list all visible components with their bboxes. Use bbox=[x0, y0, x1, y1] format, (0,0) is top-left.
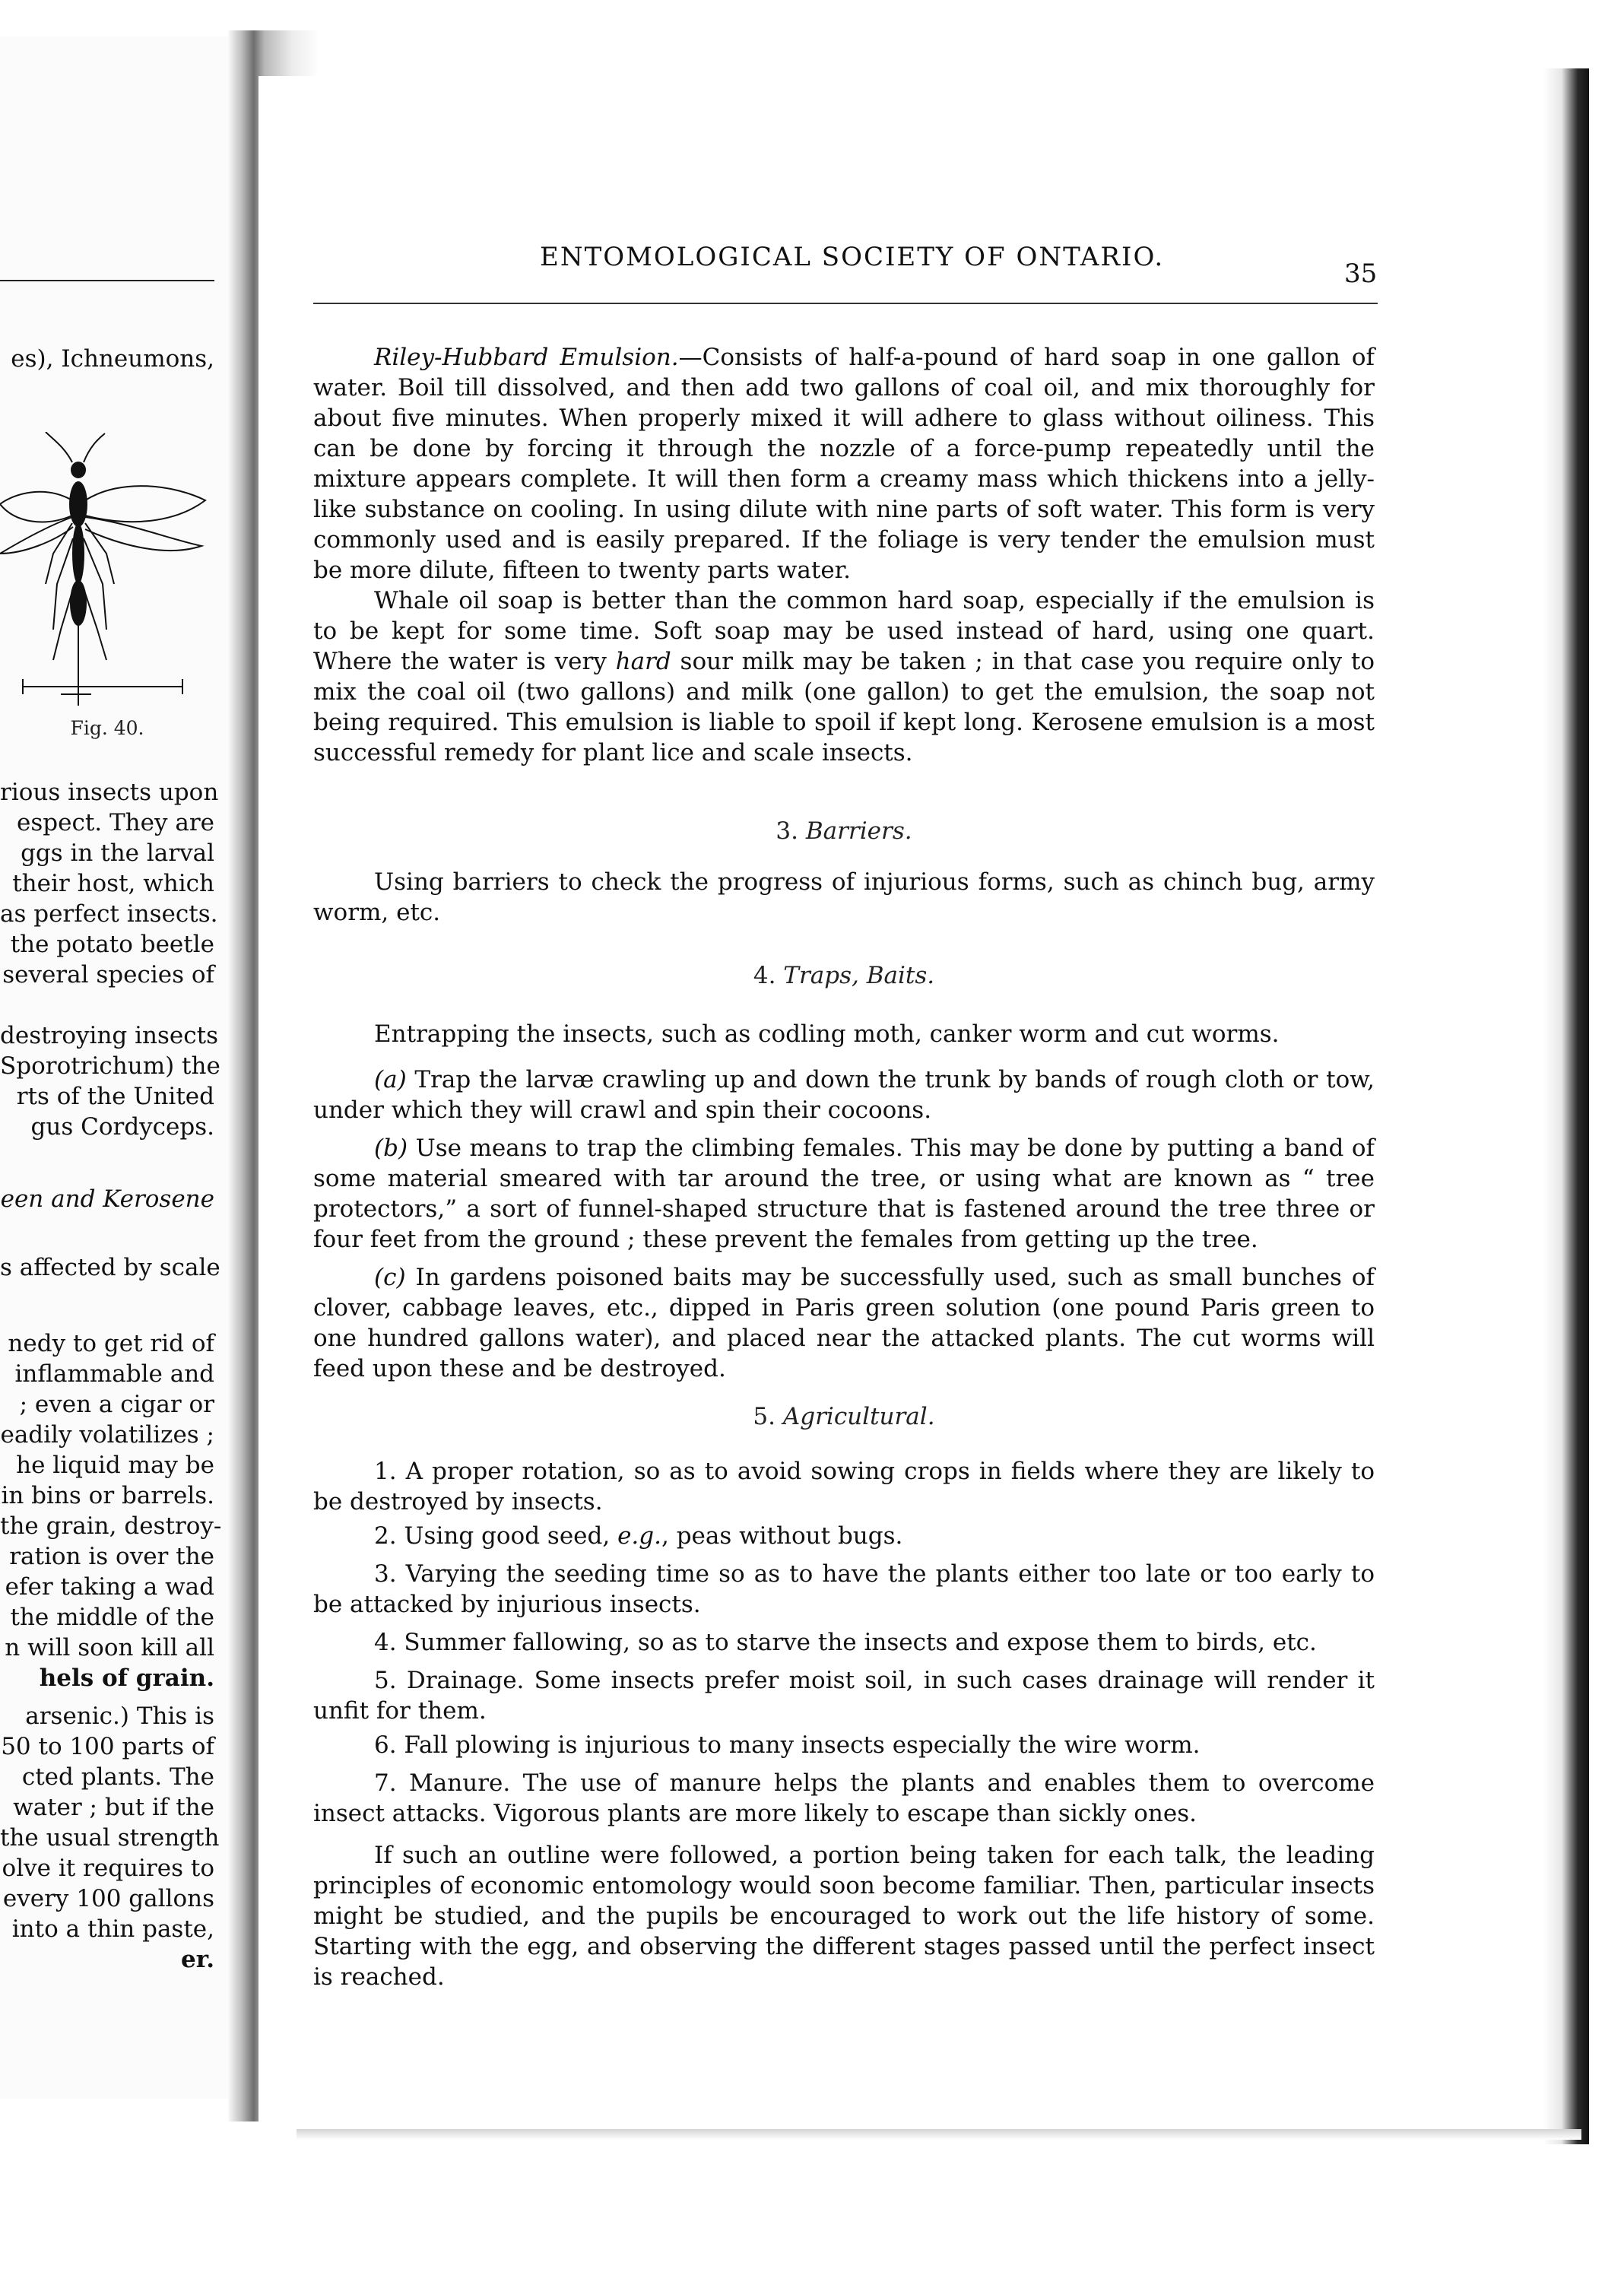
left-line: cted plants. The bbox=[21, 1763, 214, 1791]
left-line: hels of grain. bbox=[39, 1664, 214, 1692]
agricultural-item-3: 3. Varying the seeding time so as to have the plants either too late or too early to be attacked by injurious insects. bbox=[313, 1560, 1375, 1618]
item-text: Trap the larvæ crawling up and down the trunk by bands of rough cloth or tow, under which they will crawl and spin their cocoons. bbox=[313, 1066, 1375, 1124]
section-heading-agricultural bbox=[313, 1403, 1375, 1430]
section-title: Agricultural. bbox=[782, 1403, 935, 1430]
riley-hubbard-title: Riley-Hubbard Emulsion. bbox=[374, 344, 679, 371]
left-line: een and Kerosene bbox=[0, 1185, 214, 1213]
page-number: 35 bbox=[1344, 259, 1378, 289]
left-line: er. bbox=[180, 1946, 214, 1973]
left-line: efer taking a wad bbox=[5, 1573, 214, 1601]
left-line: eadily volatilizes ; bbox=[0, 1421, 214, 1449]
page-edge-shadow bbox=[1543, 68, 1589, 2144]
left-line: in bins or barrels. bbox=[1, 1482, 214, 1509]
left-line: the grain, destroy- bbox=[0, 1512, 222, 1540]
ichneumon-wasp-illustration bbox=[0, 432, 214, 706]
left-page-fragment bbox=[0, 36, 243, 2099]
riley-hubbard-text: —Consists of half-a-pound of hard soap in one gallon of water. Boil till dissolved, and then add two gallons of coal oil, and mix thoroughly for about five minutes. When properly mixed it will adhere to glass without oiliness. This can be done by forcing it through the nozzle of a force-pump repeatedly until the mixture appears complete. It will then form a creamy mass which thickens into a jelly-like substance on cooling. In using dilute with nine parts of soft water. This form is very commonly used and is easily prepared. If the foliage is very tender the emulsion must be more dilute, fifteen to twenty parts water. bbox=[313, 344, 1375, 584]
left-line: every 100 gallons bbox=[2, 1885, 214, 1912]
left-line: n will soon kill all bbox=[5, 1634, 214, 1661]
left-page-rule bbox=[0, 280, 214, 281]
paragraph-traps-b bbox=[313, 1133, 1375, 1255]
header-rule bbox=[313, 303, 1378, 304]
left-line: into a thin paste, bbox=[11, 1915, 214, 1943]
section-number: 5. bbox=[753, 1403, 776, 1430]
left-line: the potato beetle bbox=[10, 931, 214, 958]
paragraph-traps-c bbox=[313, 1262, 1375, 1384]
left-line: ; even a cigar or bbox=[19, 1391, 214, 1418]
paragraph-traps-a bbox=[313, 1065, 1375, 1125]
left-line: their host, which bbox=[12, 870, 214, 897]
page-bottom-shadow bbox=[297, 2129, 1581, 2140]
left-line: ration is over the bbox=[9, 1543, 214, 1570]
section-number: 3. bbox=[776, 817, 798, 845]
section-number: 4. bbox=[753, 962, 776, 989]
whale-oil-hard-italic: hard bbox=[615, 648, 671, 675]
whale-oil-text-cont: sour milk may be taken ; in that case you require only to mix the coal oil (two gallons) and milk (one gallon) to get the emulsion, the soap not being required. This emulsion is liable to spoil if kept long. Kerosene emulsion is a most successful remedy for plant lice and scale insects. bbox=[313, 648, 1375, 766]
item-text: Use means to trap the climbing females. This may be done by putting a band of some material smeared with tar around the tree, or using what are known as “ tree protectors,” a sort of funnel-shaped structure that is fastened around the tree three or four feet from the ground ; these prevent the females from getting up the tree. bbox=[313, 1134, 1375, 1253]
left-line: arsenic.) This is bbox=[25, 1703, 214, 1730]
left-line: he liquid may be bbox=[16, 1452, 214, 1479]
item-label: (c) bbox=[374, 1264, 406, 1291]
section-title: Barriers. bbox=[805, 817, 912, 845]
left-line: water ; but if the bbox=[13, 1794, 214, 1821]
paragraph-closing: If such an outline were followed, a portion being taken for each talk, the leading principles of economic entomology would soon become familiar. Then, particular insects might be studied, and the pupils be encouraged to work out the life history of some. Starting with the egg, and observing the different stages passed until the perfect insect is reached. bbox=[313, 1842, 1375, 1991]
left-line: the usual strength bbox=[0, 1824, 220, 1852]
agricultural-item-1: 1. A proper rotation, so as to avoid sowing crops in fields where they are likely to be destroyed by insects. bbox=[313, 1458, 1375, 1515]
left-line: espect. They are bbox=[17, 809, 214, 836]
left-line: destroying insects bbox=[0, 1022, 218, 1049]
paragraph-barriers: Using barriers to check the progress of injurious forms, such as chinch bug, army worm, etc. bbox=[313, 868, 1375, 926]
section-title: Traps, Baits. bbox=[783, 962, 935, 989]
item-label: (a) bbox=[374, 1066, 407, 1093]
paragraph-riley-hubbard bbox=[313, 342, 1375, 585]
left-line: nedy to get rid of bbox=[8, 1330, 214, 1357]
left-line: rious insects upon bbox=[0, 779, 219, 806]
agricultural-item-5: 5. Drainage. Some insects prefer moist soil, in such cases drainage will render it unfit for them. bbox=[313, 1667, 1375, 1725]
paragraph-traps-intro: Entrapping the insects, such as codling moth, canker worm and cut worms. bbox=[374, 1020, 1280, 1048]
item-label: (b) bbox=[374, 1134, 408, 1162]
left-line: rts of the United bbox=[16, 1083, 214, 1110]
left-line: olve it requires to bbox=[2, 1855, 214, 1882]
left-line: ggs in the larval bbox=[21, 839, 214, 867]
whale-oil-text: Whale oil soap is better than the common hard soap, especially if the emulsion is to be kept for some time. Soft soap may be used instead of hard, using one quart. Where the water is very bbox=[313, 587, 1375, 675]
agricultural-item-4: 4. Summer fallowing, so as to starve the insects and expose them to birds, etc. bbox=[374, 1629, 1317, 1656]
figure-caption: Fig. 40. bbox=[70, 717, 144, 739]
left-line: s affected by scale bbox=[0, 1254, 220, 1281]
running-head: ENTOMOLOGICAL SOCIETY OF ONTARIO. bbox=[540, 242, 1165, 272]
left-line: 50 to 100 parts of bbox=[1, 1733, 214, 1760]
paragraph-whale-oil bbox=[313, 585, 1375, 768]
left-line: the middle of the bbox=[10, 1604, 214, 1631]
item-italic: e.g. bbox=[617, 1522, 661, 1550]
item-text: In gardens poisoned baits may be successfully used, such as small bunches of clover, cabbage leaves, etc., dipped in Paris green solution (one pound Paris green to one hundred gallons water), and placed near the attacked plants. The cut worms will feed upon these and be destroyed. bbox=[313, 1264, 1375, 1382]
left-line: es), Ichneumons, bbox=[11, 345, 214, 373]
left-line: Sporotrichum) the bbox=[0, 1052, 220, 1080]
left-line: inflammable and bbox=[14, 1360, 214, 1388]
item-text-cont: , peas without bugs. bbox=[661, 1522, 903, 1550]
left-line: as perfect insects. bbox=[0, 900, 218, 928]
section-heading-traps bbox=[313, 962, 1375, 989]
left-line: gus Cordyceps. bbox=[30, 1113, 214, 1141]
section-heading-barriers bbox=[313, 817, 1375, 845]
left-line: several species of bbox=[2, 961, 214, 989]
agricultural-item-7: 7. Manure. The use of manure helps the plants and enables them to overcome insect attacks. Vigorous plants are more likely to escape than sickly ones. bbox=[313, 1769, 1375, 1827]
agricultural-item-2 bbox=[313, 1521, 1375, 1551]
item-text: 2. Using good seed, bbox=[374, 1522, 618, 1550]
agricultural-item-6: 6. Fall plowing is injurious to many insects especially the wire worm. bbox=[374, 1731, 1201, 1759]
